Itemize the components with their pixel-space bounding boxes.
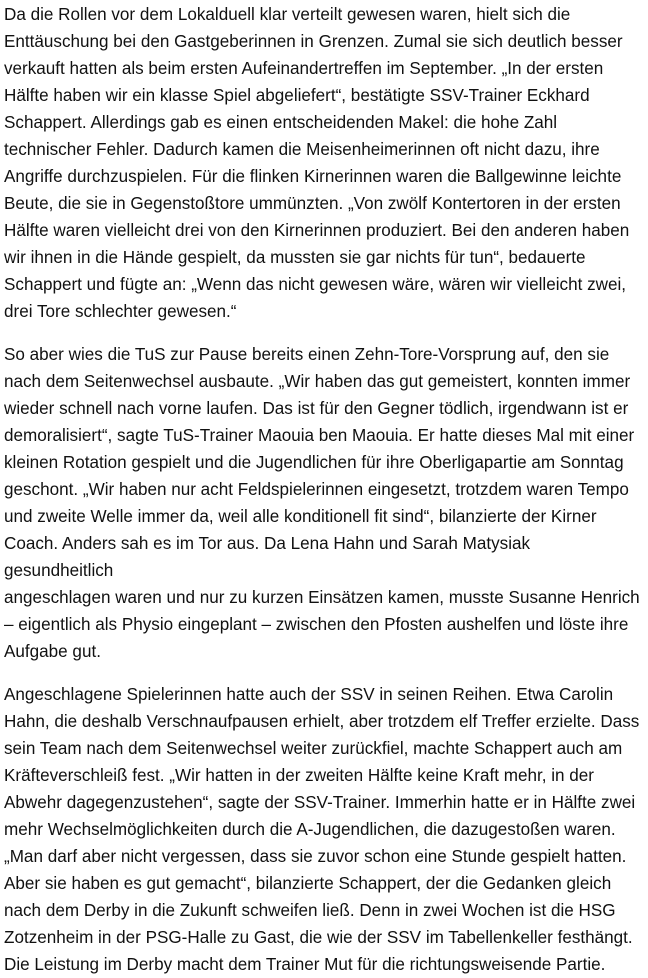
article-paragraph: Angeschlagene Spielerinnen hatte auch der SSV in seinen Reihen. Etwa Carolin Hahn, die deshalb Verschnaufpausen erhielt, aber trotzdem elf Treffer erzielte. Dass sein Team nach dem Seitenwechsel weiter zurückfiel, machte Schappert auch am Kräfteverschleiß fest. „Wir hatten in der zweiten Hälfte keine Kraft mehr, in der Abwehr dagegenzustehen“, sagte der SSV-Trainer. Immerhin hatte er in Hälfte zwei mehr Wechselmöglichkeiten durch die A-Jugendlichen, die dazugestoßen waren. „Man darf aber nicht vergessen, dass sie zuvor schon eine Stunde gespielt hatten. Aber sie haben es gut gemacht“, bilanzierte Schappert, der die Gedanken gleich nach dem Derby in die Zukunft schweifen ließ. Denn in zwei Wochen ist die HSG Zotzenheim in der PSG-Halle zu Gast, die wie der SSV im Tabellenkeller festhängt. Die Leistung im Derby macht dem Trainer Mut für die richtungsweisende Partie. (4, 685, 640, 974)
article-paragraph: So aber wies die TuS zur Pause bereits einen Zehn-Tore-Vorsprung auf, den sie nach dem Seitenwechsel ausbaute. „Wir haben das gut gemeistert, konnten immer wieder schnell nach vorne laufen. Das ist für den Gegner tödlich, irgendwann ist er demoralisiert“, sagte TuS-Trainer Maouia ben Maouia. Er hatte dieses Mal mit einer kleinen Rotation gespielt und die Jugendlichen für ihre Oberligapartie am Sonntag geschont. „Wir haben nur acht Feldspielerinnen eingesetzt, trotzdem waren Tempo und zweite Welle immer da, weil alle konditionell fit sind“, bilanzierte der Kirner Coach. Anders sah es im Tor aus. Da Lena Hahn und Sarah Matysiak gesundheitlich angeschlagen waren und nur zu kurzen Einsätzen kamen, musste Susanne Henrich – eigentlich als Physio eingeplant – zwischen den Pfosten aushelfen und löste ihre Aufgabe gut. (4, 345, 640, 661)
article-paragraph: Da die Rollen vor dem Lokalduell klar verteilt gewesen waren, hielt sich die Enttäuschung bei den Gastgeberinnen in Grenzen. Zumal sie sich deutlich besser verkauft hatten als beim ersten Aufeinandertreffen im September. „In der ersten Hälfte haben wir ein klasse Spiel abgeliefert“, bestätigte SSV-Trainer Eckhard Schappert. Allerdings gab es einen entscheidenden Makel: die hohe Zahl technischer Fehler. Dadurch kamen die Meisenheimerinnen oft nicht dazu, ihre Angriffe durchzuspielen. Für die flinken Kirnerinnen waren die Ballgewinne leichte Beute, die sie in Gegenstoßtore ummünzten. „Von zwölf Kontertoren in der ersten Hälfte waren vielleicht drei von den Kirnerinnen produziert. Bei den anderen haben wir ihnen in die Hände gespielt, da mussten sie gar nichts für tun“, bedauerte Schappert und fügte an: „Wenn das nicht gewesen wäre, wären wir vielleicht zwei, drei Tore schlechter gewesen.“ (4, 5, 630, 321)
article-body (0, 1, 648, 978)
